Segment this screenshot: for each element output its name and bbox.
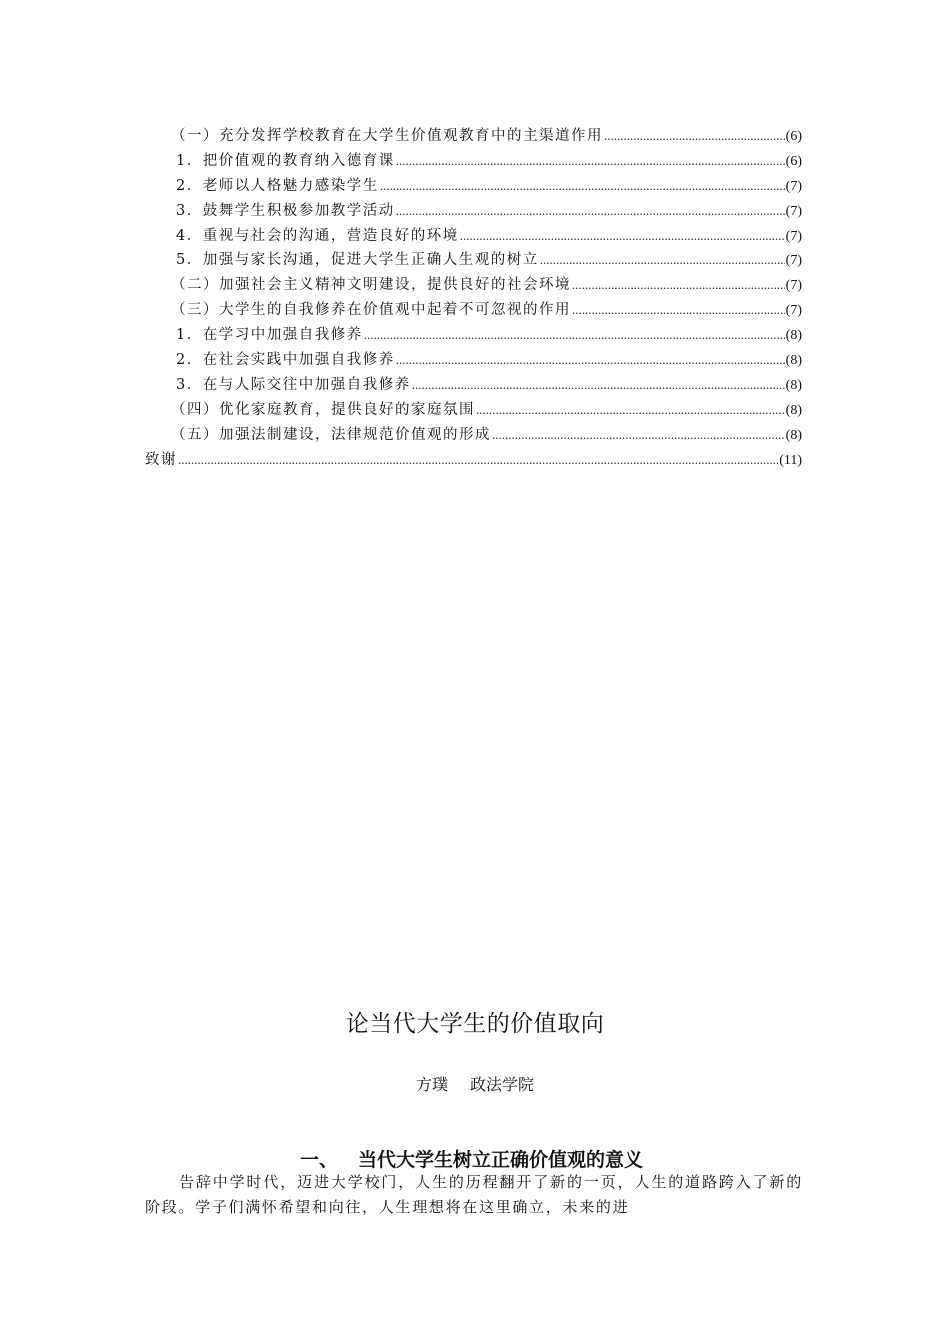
toc-entry[interactable] xyxy=(145,273,802,298)
toc-leader-dots xyxy=(396,352,785,368)
toc-leader-dots xyxy=(364,327,785,343)
toc-entry[interactable] xyxy=(145,224,802,249)
toc-leader-dots xyxy=(178,452,778,468)
toc-entry-text: 4．重视与社会的沟通，营造良好的环境 xyxy=(176,227,459,244)
author-affiliation: 政法学院 xyxy=(470,1075,535,1094)
toc-entry-text: 3．在与人际交往中加强自我修养 xyxy=(176,376,411,393)
toc-entry-text: 5．加强与家长沟通，促进大学生正确人生观的树立 xyxy=(176,252,539,269)
toc-page-number: (7) xyxy=(785,228,802,244)
toc-entry[interactable] xyxy=(145,174,802,199)
toc-leader-dots xyxy=(380,178,785,194)
toc-entry-text: 1．把价值观的教育纳入德育课 xyxy=(176,152,395,169)
toc-entry[interactable] xyxy=(145,398,802,423)
toc-leader-dots xyxy=(460,228,785,244)
toc-leader-dots xyxy=(604,128,785,144)
toc-entry-text: （五）加强法制建设，法律规范价值观的形成 xyxy=(171,426,491,443)
section-heading xyxy=(300,1145,643,1172)
toc-leader-dots xyxy=(492,427,785,443)
toc-entry-text: 1．在学习中加强自我修养 xyxy=(176,327,363,344)
toc-page-number: (7) xyxy=(785,203,802,219)
author-line xyxy=(0,1072,950,1095)
toc-entry-text: （三）大学生的自我修养在价值观中起着不可忽视的作用 xyxy=(171,302,571,319)
toc-page-number: (7) xyxy=(785,253,802,269)
toc-leader-dots xyxy=(476,402,785,418)
toc-leader-dots xyxy=(396,153,785,169)
toc-entry[interactable] xyxy=(145,124,802,149)
toc-leader-dots xyxy=(572,302,785,318)
toc-page-number: (8) xyxy=(785,328,802,344)
toc-page-number: (6) xyxy=(785,129,802,144)
toc-page-number: (8) xyxy=(785,353,802,369)
section-title: 当代大学生树立正确价值观的意义 xyxy=(358,1149,644,1171)
toc-page-number: (7) xyxy=(785,303,802,319)
section-number: 一、 xyxy=(300,1149,339,1171)
toc-entry-text: 2．老师以人格魅力感染学生 xyxy=(176,177,379,194)
paragraph-text: 告辞中学时代，迈进大学校门，人生的历程翻开了新的一页，人生的道路跨入了新的阶段。学子们满怀希望和向往，人生理想将在这里确立，未来的进 xyxy=(145,1173,803,1216)
toc-entry-text: 2．在社会实践中加强自我修养 xyxy=(176,352,395,369)
toc-page-number: (6) xyxy=(785,153,802,169)
toc-entry[interactable] xyxy=(145,448,802,473)
toc-leader-dots xyxy=(572,277,785,293)
toc-entry-text: （四）优化家庭教育，提供良好的家庭氛围 xyxy=(171,401,475,418)
toc-entry-text: 致谢 xyxy=(145,451,177,468)
toc-entry[interactable] xyxy=(145,248,802,273)
toc-entry[interactable] xyxy=(145,323,802,348)
toc-entry[interactable] xyxy=(145,149,802,174)
document-title: 论当代大学生的价值取向 xyxy=(345,1011,605,1037)
toc-entry[interactable] xyxy=(145,199,802,224)
toc-entry-text: （二）加强社会主义精神文明建设，提供良好的社会环境 xyxy=(171,277,571,294)
toc-page-number: (8) xyxy=(785,427,802,443)
toc-entry-text: 3．鼓舞学生积极参加教学活动 xyxy=(176,202,395,219)
toc-page-number: (7) xyxy=(785,278,802,294)
toc-leader-dots xyxy=(412,377,785,393)
toc-page-number: (11) xyxy=(779,452,802,468)
body-paragraph xyxy=(145,1170,803,1220)
toc-page-number: (8) xyxy=(785,402,802,418)
toc-leader-dots xyxy=(396,203,785,219)
author-name: 方璞 xyxy=(415,1075,448,1094)
toc-entry[interactable] xyxy=(145,373,802,398)
toc-entry[interactable] xyxy=(145,298,802,323)
toc-page-number: (8) xyxy=(785,377,802,393)
toc-leader-dots xyxy=(540,252,785,268)
toc-entry[interactable] xyxy=(145,423,802,448)
toc-page-number: (7) xyxy=(785,178,802,194)
toc-entry[interactable] xyxy=(145,348,802,373)
table-of-contents xyxy=(145,124,802,472)
toc-entry-text: （一）充分发挥学校教育在大学生价值观教育中的主渠道作用 xyxy=(171,128,603,144)
